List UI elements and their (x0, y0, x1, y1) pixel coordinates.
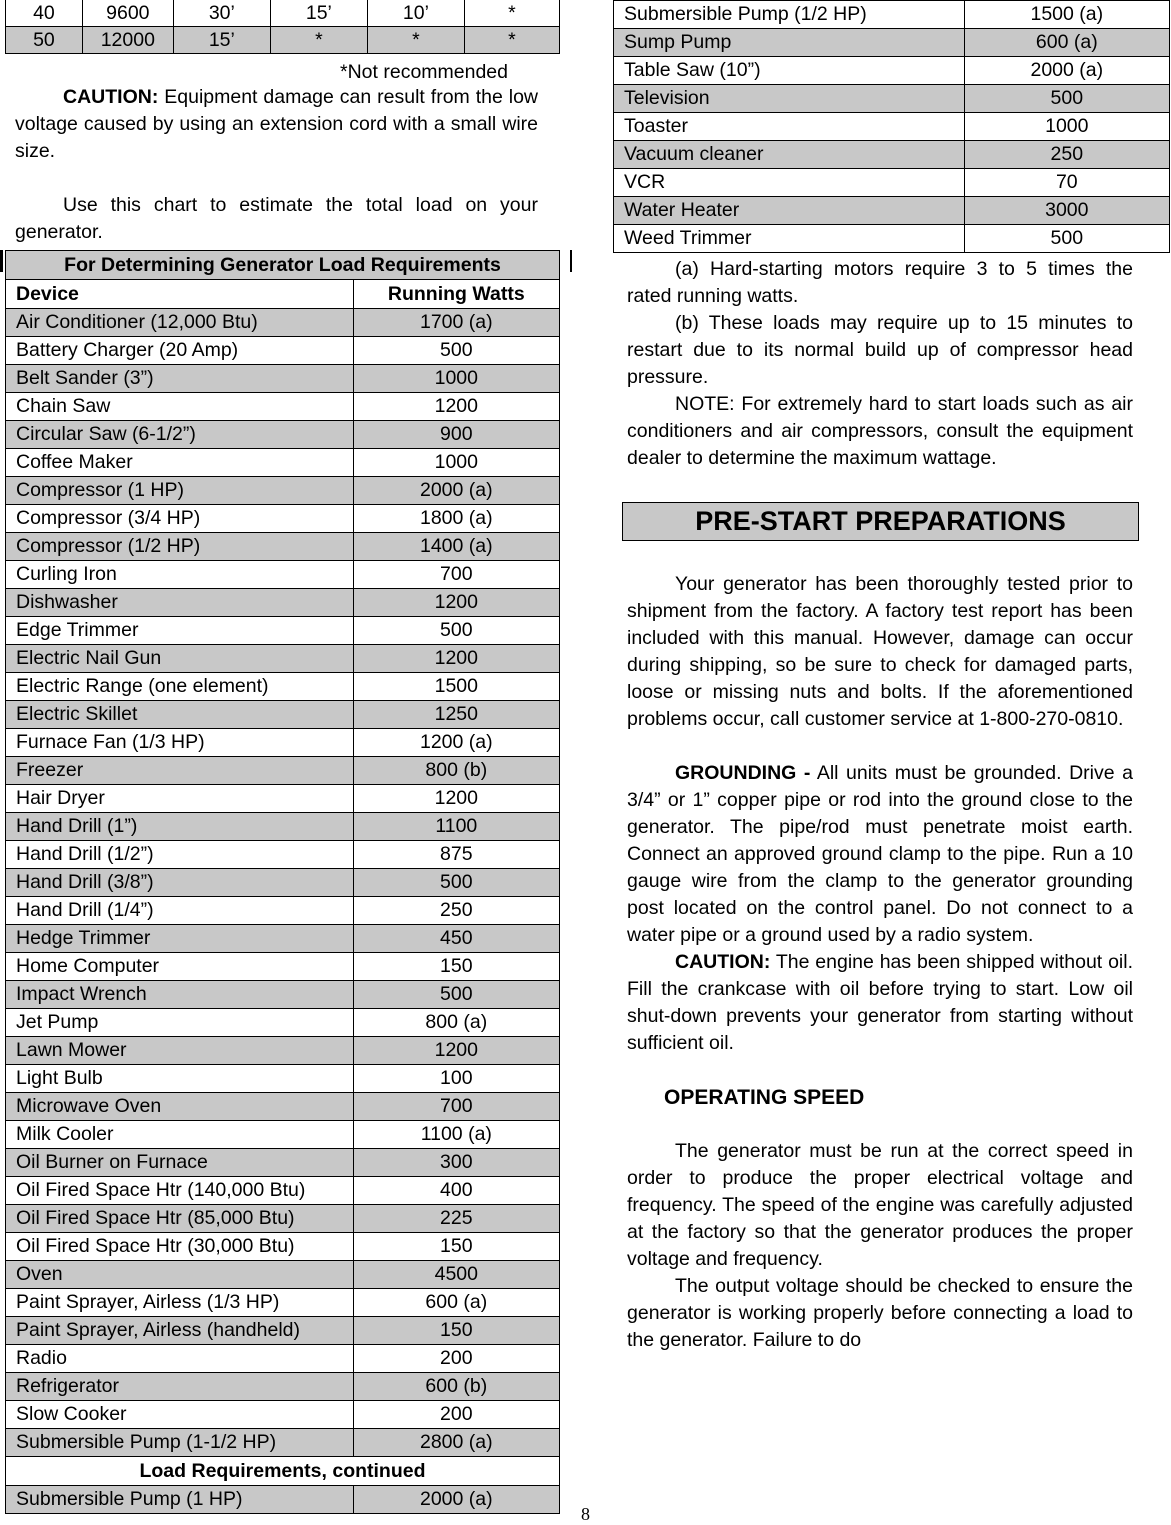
prestart-paragraph: Your generator has been thoroughly tested prior to shipment from the factory. A factory test report has been included with this manual. However, damage can occur during shipping, so be sure to check for damaged parts, loose or missing nuts and bolts. If the aforementioned problems occur, call customer service at 1-800-270-0810. (627, 573, 1133, 730)
load-table-row (6, 1345, 560, 1373)
watts-cell: 1200 (353, 1037, 559, 1065)
watts-cell: 1100 (353, 813, 559, 841)
load-table-row (6, 813, 560, 841)
watts-cell: 500 (353, 617, 559, 645)
not-recommended-note: *Not recommended (340, 61, 508, 83)
extension-table-cell: * (464, 0, 559, 27)
watts-cell: 1800 (a) (353, 505, 559, 533)
operating-speed-paragraph-1: The generator must be run at the correct speed in order to produce the proper electrical voltage and frequency. The speed of the engine was carefully adjusted at the factory so that the generator produces the proper voltage and frequency. (627, 1140, 1133, 1270)
device-cell: Compressor (1 HP) (6, 477, 354, 505)
load-table-row (6, 729, 560, 757)
device-cell: Oven (6, 1261, 354, 1289)
watts-cell: 2000 (a) (964, 57, 1169, 85)
watts-cell: 250 (964, 141, 1169, 169)
watts-cell: 150 (353, 1233, 559, 1261)
watts-cell: 450 (353, 925, 559, 953)
extension-table-cell: 30’ (173, 0, 270, 27)
device-cell: Milk Cooler (6, 1121, 354, 1149)
extension-table-cell: * (367, 27, 464, 54)
load-table-row (6, 1261, 560, 1289)
device-cell: Slow Cooker (6, 1401, 354, 1429)
load-table-row (6, 869, 560, 897)
load-table-row (614, 1, 1170, 29)
watts-cell: 2800 (a) (353, 1429, 559, 1457)
footnote-b: (b) These loads may require up to 15 minutes to restart due to its normal build up of compressor head pressure. (627, 312, 1133, 388)
grounding-paragraph (627, 760, 1133, 949)
device-cell: Table Saw (10”) (614, 57, 965, 85)
watts-cell: 1200 (a) (353, 729, 559, 757)
watts-cell: 1100 (a) (353, 1121, 559, 1149)
load-requirements-table (5, 250, 560, 1514)
load-table-row (6, 589, 560, 617)
watts-cell: 500 (964, 85, 1169, 113)
device-cell: Oil Fired Space Htr (30,000 Btu) (6, 1233, 354, 1261)
load-requirements-table-continued (613, 0, 1170, 253)
watts-cell: 1500 (a) (964, 1, 1169, 29)
watts-cell: 1400 (a) (353, 533, 559, 561)
load-table-row (6, 393, 560, 421)
device-cell: Electric Nail Gun (6, 645, 354, 673)
watts-cell: 300 (353, 1149, 559, 1177)
device-cell: Hand Drill (1”) (6, 813, 354, 841)
use-chart-paragraph: Use this chart to estimate the total load on your generator. (15, 194, 538, 243)
load-table-row (6, 421, 560, 449)
watts-cell: 500 (353, 337, 559, 365)
load-table-row (6, 1177, 560, 1205)
device-cell: Electric Skillet (6, 701, 354, 729)
load-table-row (6, 953, 560, 981)
load-table-row (614, 57, 1170, 85)
load-table-row (6, 1233, 560, 1261)
device-cell: Electric Range (one element) (6, 673, 354, 701)
caution-oil-paragraph (627, 949, 1133, 1057)
device-cell: Water Heater (614, 197, 965, 225)
extension-table-cell: 15’ (270, 0, 367, 27)
load-table-row (6, 1009, 560, 1037)
extension-cord-table (5, 0, 560, 54)
device-cell: Hand Drill (1/2”) (6, 841, 354, 869)
device-cell: Belt Sander (3”) (6, 365, 354, 393)
device-cell: Oil Fired Space Htr (140,000 Btu) (6, 1177, 354, 1205)
device-cell: Freezer (6, 757, 354, 785)
watts-cell: 500 (964, 225, 1169, 253)
watts-cell: 150 (353, 1317, 559, 1345)
note-paragraph: NOTE: For extremely hard to start loads such as air conditioners and air compressors, consult the equipment dealer to determine the maximum wattage. (627, 393, 1133, 469)
watts-cell: 800 (a) (353, 1009, 559, 1037)
load-table-row (6, 841, 560, 869)
watts-cell: 200 (353, 1401, 559, 1429)
load-table-row (6, 561, 560, 589)
extension-table-cell: 15’ (173, 27, 270, 54)
device-cell: Battery Charger (20 Amp) (6, 337, 354, 365)
load-table-row (6, 477, 560, 505)
watts-cell: 1200 (353, 393, 559, 421)
device-cell: Radio (6, 1345, 354, 1373)
watts-cell: 600 (b) (353, 1373, 559, 1401)
load-table-row (614, 85, 1170, 113)
load-table-row (6, 701, 560, 729)
load-table-row (6, 337, 560, 365)
extension-table-row (6, 27, 560, 54)
device-cell: Circular Saw (6-1/2”) (6, 421, 354, 449)
watts-cell: 150 (353, 953, 559, 981)
device-cell: Sump Pump (614, 29, 965, 57)
device-cell: Air Conditioner (12,000 Btu) (6, 309, 354, 337)
load-table-row (6, 1093, 560, 1121)
load-table-row (6, 1121, 560, 1149)
watts-cell: 1500 (353, 673, 559, 701)
device-cell: Coffee Maker (6, 449, 354, 477)
device-cell: Dishwasher (6, 589, 354, 617)
load-table-row (6, 1149, 560, 1177)
device-cell: Edge Trimmer (6, 617, 354, 645)
device-cell: Paint Sprayer, Airless (1/3 HP) (6, 1289, 354, 1317)
watts-cell: 1000 (353, 449, 559, 477)
load-table-row (6, 505, 560, 533)
device-cell: Light Bulb (6, 1065, 354, 1093)
extension-table-cell: 9600 (82, 0, 173, 27)
footnote-a: (a) Hard-starting motors require 3 to 5 times the rated running watts. (627, 258, 1133, 307)
extension-table-cell: 50 (6, 27, 83, 54)
watts-cell: 2000 (a) (353, 1486, 559, 1514)
watts-cell: 800 (b) (353, 757, 559, 785)
device-cell: Hair Dryer (6, 785, 354, 813)
load-table-row (6, 1401, 560, 1429)
table-bracket-right (570, 250, 572, 272)
device-cell: Submersible Pump (1-1/2 HP) (6, 1429, 354, 1457)
watts-cell: 70 (964, 169, 1169, 197)
device-cell: Submersible Pump (1 HP) (6, 1486, 354, 1514)
extension-table-cell: 10’ (367, 0, 464, 27)
watts-cell: 600 (a) (964, 29, 1169, 57)
watts-cell: 1000 (353, 365, 559, 393)
load-table-row (6, 449, 560, 477)
load-table-title: For Determining Generator Load Requirements (6, 251, 560, 280)
watts-cell: 400 (353, 1177, 559, 1205)
load-table-row (6, 757, 560, 785)
operating-speed-paragraph-2: The output voltage should be checked to ensure the generator is working properly before connecting a load to the generator. Failure to do (627, 1275, 1133, 1351)
watts-cell: 225 (353, 1205, 559, 1233)
table-bracket-left (0, 250, 3, 272)
device-cell: Home Computer (6, 953, 354, 981)
load-table-row (6, 1037, 560, 1065)
load-table-row (6, 1429, 560, 1457)
device-cell: Submersible Pump (1/2 HP) (614, 1, 965, 29)
device-cell: Toaster (614, 113, 965, 141)
load-table-row (6, 617, 560, 645)
watts-cell: 1000 (964, 113, 1169, 141)
load-table-row (6, 673, 560, 701)
load-table-row (6, 645, 560, 673)
caution-text: Equipment damage can result from the low voltage caused by using an extension cord with a small wire size. (15, 86, 538, 162)
load-table-row (614, 29, 1170, 57)
device-cell: Jet Pump (6, 1009, 354, 1037)
grounding-label: GROUNDING - (675, 762, 811, 784)
device-cell: Hand Drill (3/8”) (6, 869, 354, 897)
device-cell: Compressor (3/4 HP) (6, 505, 354, 533)
watts-cell: 1250 (353, 701, 559, 729)
device-cell: Refrigerator (6, 1373, 354, 1401)
load-table-row (6, 1317, 560, 1345)
caution-oil-label: CAUTION: (675, 951, 771, 973)
load-table-row (6, 981, 560, 1009)
load-table-row (614, 141, 1170, 169)
load-table-row (6, 785, 560, 813)
left-column (5, 0, 560, 1514)
watts-cell: 2000 (a) (353, 477, 559, 505)
extension-table-cell: * (270, 27, 367, 54)
device-cell: Paint Sprayer, Airless (handheld) (6, 1317, 354, 1345)
device-cell: Chain Saw (6, 393, 354, 421)
watts-cell: 100 (353, 1065, 559, 1093)
watts-cell: 3000 (964, 197, 1169, 225)
load-table-row (6, 925, 560, 953)
load-table-continued-title: Load Requirements, continued (6, 1457, 560, 1486)
load-table-row (6, 1065, 560, 1093)
device-cell: Furnace Fan (1/3 HP) (6, 729, 354, 757)
page-number: 8 (581, 1504, 590, 1524)
column-header-running-watts: Running Watts (353, 280, 559, 309)
watts-cell: 700 (353, 1093, 559, 1121)
load-table-row (614, 197, 1170, 225)
device-cell: Hedge Trimmer (6, 925, 354, 953)
caution-label: CAUTION: (63, 86, 159, 108)
watts-cell: 1200 (353, 645, 559, 673)
device-cell: Impact Wrench (6, 981, 354, 1009)
device-cell: Compressor (1/2 HP) (6, 533, 354, 561)
caution-oil-text: The engine has been shipped without oil. Fill the crankcase with oil before trying to start. Low oil shut-down prevents your generator from starting without sufficient oil. (627, 951, 1133, 1054)
device-cell: Oil Fired Space Htr (85,000 Btu) (6, 1205, 354, 1233)
load-table-row (6, 1373, 560, 1401)
watts-cell: 1200 (353, 589, 559, 617)
watts-cell: 1700 (a) (353, 309, 559, 337)
load-table-row (6, 1205, 560, 1233)
watts-cell: 250 (353, 897, 559, 925)
load-table-row (6, 897, 560, 925)
device-cell: Curling Iron (6, 561, 354, 589)
device-cell: Vacuum cleaner (614, 141, 965, 169)
load-table-row (6, 365, 560, 393)
load-table-row (614, 169, 1170, 197)
extension-table-cell: * (464, 27, 559, 54)
load-table-row (6, 309, 560, 337)
prestart-heading: PRE-START PREPARATIONS (622, 502, 1139, 541)
watts-cell: 875 (353, 841, 559, 869)
device-cell: Oil Burner on Furnace (6, 1149, 354, 1177)
watts-cell: 1200 (353, 785, 559, 813)
watts-cell: 500 (353, 869, 559, 897)
watts-cell: 700 (353, 561, 559, 589)
watts-cell: 4500 (353, 1261, 559, 1289)
extension-table-cell: 12000 (82, 27, 173, 54)
watts-cell: 500 (353, 981, 559, 1009)
extension-table-cell: 40 (6, 0, 83, 27)
load-table-continued-row (6, 1457, 560, 1486)
load-table-row (6, 533, 560, 561)
device-cell: Lawn Mower (6, 1037, 354, 1065)
device-cell: Television (614, 85, 965, 113)
load-table-row (614, 225, 1170, 253)
device-cell: Weed Trimmer (614, 225, 965, 253)
right-column (614, 0, 1171, 1354)
watts-cell: 600 (a) (353, 1289, 559, 1317)
column-header-device: Device (6, 280, 354, 309)
extension-table-row (6, 0, 560, 27)
device-cell: Microwave Oven (6, 1093, 354, 1121)
operating-speed-heading: OPERATING SPEED (664, 1086, 865, 1109)
device-cell: Hand Drill (1/4”) (6, 897, 354, 925)
load-table-row (6, 1289, 560, 1317)
grounding-text: All units must be grounded. Drive a 3/4” or 1” copper pipe or rod into the ground close to the generator. The pipe/rod must penetrate moist earth. Connect an approved ground clamp to the pipe. Run a 10 gauge wire from the clamp to the generator grounding post located on the control panel. Do not connect to a water pipe or a ground used by a radio system. (627, 762, 1133, 946)
watts-cell: 200 (353, 1345, 559, 1373)
load-table-row (614, 113, 1170, 141)
watts-cell: 900 (353, 421, 559, 449)
caution-extension-paragraph (5, 84, 560, 165)
device-cell: VCR (614, 169, 965, 197)
